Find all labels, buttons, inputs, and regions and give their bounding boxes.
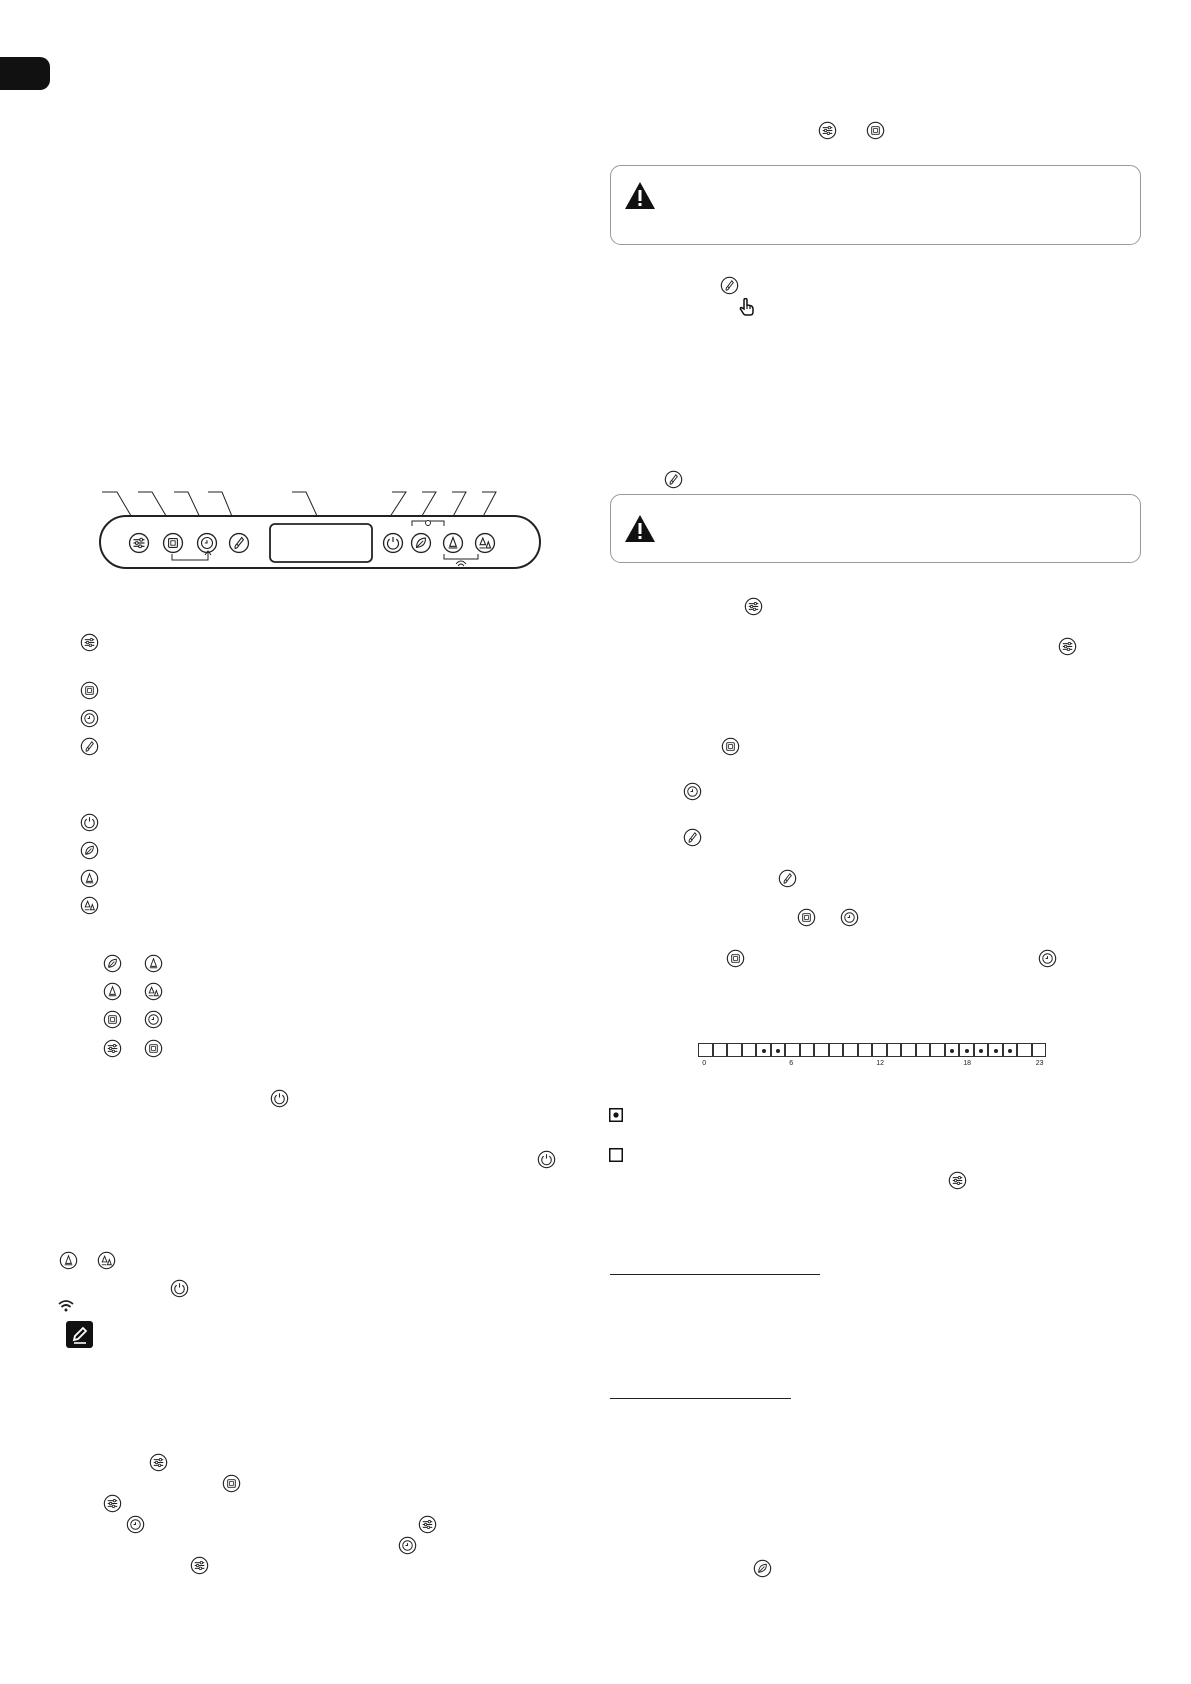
timer-tick-label: 18 xyxy=(963,1060,972,1067)
settings-icon xyxy=(1058,637,1077,656)
power-icon xyxy=(537,1150,556,1169)
boost-icon xyxy=(103,982,122,1001)
settings-icon xyxy=(418,1515,437,1534)
power-icon xyxy=(270,1089,289,1108)
eco-icon xyxy=(797,908,816,927)
settings-icon xyxy=(103,1494,122,1513)
timer-slot xyxy=(742,1043,757,1057)
timer-slot xyxy=(1003,1043,1018,1057)
settings-icon xyxy=(744,597,763,616)
square-with-dot-icon xyxy=(609,1108,623,1122)
warning-box xyxy=(610,165,1141,245)
eco-icon xyxy=(721,737,740,756)
night-icon xyxy=(97,1251,116,1270)
timer-slot xyxy=(945,1043,960,1057)
timer-slot xyxy=(901,1043,916,1057)
eco-icon xyxy=(80,681,99,700)
settings-icon xyxy=(190,1556,209,1575)
timer-slot xyxy=(771,1043,786,1057)
eco-icon xyxy=(144,1039,163,1058)
timer-slot-dot xyxy=(950,1049,954,1053)
eco-icon xyxy=(866,121,885,140)
settings-icon xyxy=(149,1453,168,1472)
clock-icon xyxy=(144,1010,163,1029)
quiet-icon xyxy=(778,869,797,888)
warning-box xyxy=(610,494,1141,563)
power-icon xyxy=(170,1279,189,1298)
timer-slot-dot xyxy=(1008,1049,1012,1053)
timer-slot-dot xyxy=(776,1049,780,1053)
pencil-note-icon xyxy=(66,1321,93,1348)
eco-icon xyxy=(103,1010,122,1029)
quiet-icon xyxy=(720,276,739,295)
clock-icon xyxy=(398,1536,417,1555)
timer-tick-labels xyxy=(698,1060,1046,1070)
timer-slot xyxy=(988,1043,1003,1057)
settings-icon xyxy=(80,633,99,652)
language-tab xyxy=(0,57,50,90)
timer-tick-label: 0 xyxy=(702,1060,707,1067)
timer-slot xyxy=(887,1043,902,1057)
timer-slot xyxy=(727,1043,742,1057)
timer-slot xyxy=(800,1043,815,1057)
timer-schedule-strip xyxy=(698,1043,1046,1057)
empty-square-icon xyxy=(609,1148,623,1162)
timer-slot xyxy=(829,1043,844,1057)
quiet-icon xyxy=(683,828,702,847)
power-icon xyxy=(80,813,99,832)
clock-icon xyxy=(840,908,859,927)
timer-slot xyxy=(843,1043,858,1057)
eco-icon xyxy=(222,1474,241,1493)
timer-slot xyxy=(930,1043,945,1057)
timer-slot-dot xyxy=(965,1049,969,1053)
timer-tick-label: 23 xyxy=(1035,1060,1044,1067)
boost-icon xyxy=(144,954,163,973)
timer-tick-label: 12 xyxy=(876,1060,885,1067)
timer-slot xyxy=(814,1043,829,1057)
night-icon xyxy=(80,896,99,915)
timer-slot xyxy=(713,1043,728,1057)
night-icon xyxy=(144,982,163,1001)
section-underline xyxy=(610,1274,820,1275)
clock-icon xyxy=(1038,949,1057,968)
settings-icon xyxy=(103,1039,122,1058)
control-panel-diagram xyxy=(92,488,548,578)
timer-slot xyxy=(785,1043,800,1057)
timer-slot xyxy=(1032,1043,1047,1057)
section-underline xyxy=(610,1398,791,1399)
boost-icon xyxy=(80,869,99,888)
leaf-icon xyxy=(80,841,99,860)
settings-icon xyxy=(818,121,837,140)
timer-tick-label: 6 xyxy=(789,1060,794,1067)
warning-triangle-icon xyxy=(624,514,656,543)
warning-triangle-icon xyxy=(624,181,656,210)
boost-icon xyxy=(59,1251,78,1270)
wifi-icon xyxy=(58,1299,74,1312)
settings-icon xyxy=(948,1171,967,1190)
timer-slot xyxy=(698,1043,713,1057)
timer-slot xyxy=(858,1043,873,1057)
timer-slot-dot xyxy=(979,1049,983,1053)
clock-icon xyxy=(126,1515,145,1534)
hand-pointer-icon xyxy=(739,298,755,316)
quiet-icon xyxy=(664,470,683,489)
timer-slot xyxy=(916,1043,931,1057)
timer-slot-dot xyxy=(994,1049,998,1053)
timer-slot xyxy=(959,1043,974,1057)
quiet-icon xyxy=(80,737,99,756)
timer-slot xyxy=(974,1043,989,1057)
clock-icon xyxy=(80,709,99,728)
leaf-icon xyxy=(753,1559,772,1578)
leaf-icon xyxy=(103,954,122,973)
clock-icon xyxy=(683,782,702,801)
timer-slot-dot xyxy=(762,1049,766,1053)
timer-slot xyxy=(756,1043,771,1057)
timer-slot xyxy=(872,1043,887,1057)
timer-slot xyxy=(1017,1043,1032,1057)
eco-icon xyxy=(726,949,745,968)
